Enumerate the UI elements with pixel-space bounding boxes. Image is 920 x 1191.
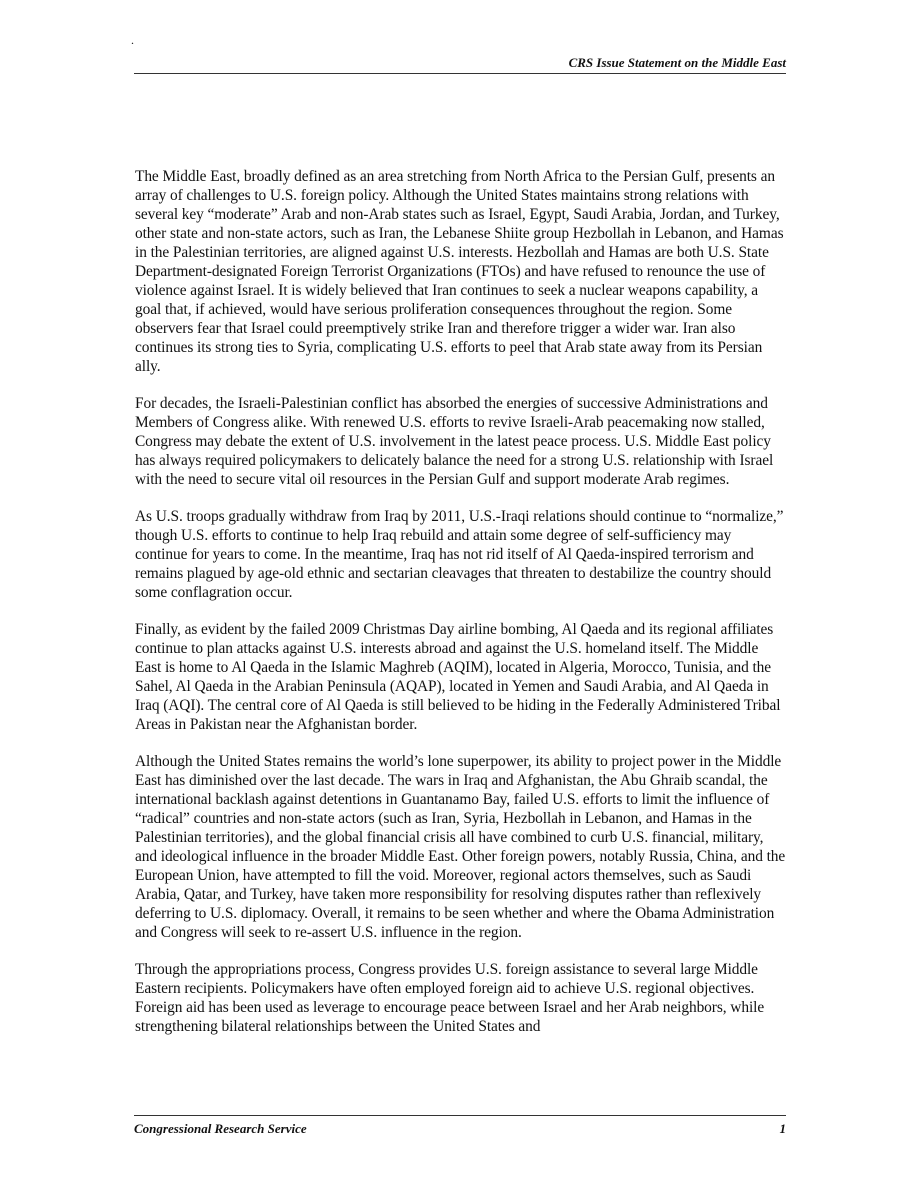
paragraph: Through the appropriations process, Congress provides U.S. foreign assistance to several large Middle Eastern recipients. Policymakers have often employed foreign aid to achieve U.S. regional objectives. Foreign aid has been used as leverage to encourage peace between Israel and her Arab neighbors, while strengthening bilateral relationships between the United States and [135, 961, 765, 1035]
paragraph: The Middle East, broadly defined as an area stretching from North Africa to the Persian Gulf, presents an array of challenges to U.S. foreign policy. Although the United States maintains strong relations with several key “moderate” Arab and non-Arab states such as Israel, Egypt, Saudi Arabia, Jordan, and Turkey, other state and non-state actors, such as Iran, the Lebanese Shiite group Hezbollah in Lebanon, and Hamas in the Palestinian territories, are aligned against U.S. interests. Hezbollah and Hamas are both U.S. State Department-designated Foreign Terrorist Organizations (FTOs) and have refused to renounce the use of violence against Israel. It is widely believed that Iran continues to seek a nuclear weapons capability, a goal that, if achieved, would have serious proliferation consequences throughout the region. Some observers fear that Israel could preemptively strike Iran and therefore trigger a wider war. Iran also continues its strong ties to Syria, complicating U.S. efforts to peel that Arab state away from its Persian ally. [135, 168, 784, 375]
paragraph: For decades, the Israeli-Palestinian conflict has absorbed the energies of successive Administrations and Members of Congress alike. With renewed U.S. efforts to revive Israeli-Arab peacemaking now stalled, Congress may debate the extent of U.S. involvement in the latest peace process. U.S. Middle East policy has always required policymakers to delicately balance the need for a strong U.S. relationship with Israel with the need to secure vital oil resources in the Persian Gulf and support moderate Arab regimes. [135, 395, 774, 488]
footer-organization: Congressional Research Service [134, 1121, 307, 1136]
page-footer [134, 1115, 786, 1137]
document-body [135, 167, 787, 1054]
paragraph: Finally, as evident by the failed 2009 Christmas Day airline bombing, Al Qaeda and its regional affiliates continue to plan attacks against U.S. interests abroad and against the U.S. homeland itself. The Middle East is home to Al Qaeda in the Islamic Maghreb (AQIM), located in Algeria, Morocco, Tunisia, and the Sahel, Al Qaeda in the Arabian Peninsula (AQAP), located in Yemen and Saudi Arabia, and Al Qaeda in Iraq (AQI). The central core of Al Qaeda is still believed to be hiding in the Federally Administered Tribal Areas in Pakistan near the Afghanistan border. [135, 621, 781, 733]
paragraph: As U.S. troops gradually withdraw from Iraq by 2011, U.S.-Iraqi relations should continue to “normalize,” though U.S. efforts to continue to help Iraq rebuild and attain some degree of self-sufficiency may continue for years to come. In the meantime, Iraq has not rid itself of Al Qaeda-inspired terrorism and remains plagued by age-old ethnic and sectarian cleavages that threaten to destabilize the country should some conflagration occur. [135, 508, 784, 601]
page-number: 1 [779, 1121, 786, 1136]
running-header: CRS Issue Statement on the Middle East [134, 55, 786, 74]
stray-mark: . [131, 33, 134, 47]
paragraph: Although the United States remains the world’s lone superpower, its ability to project power in the Middle East has diminished over the last decade. The wars in Iraq and Afghanistan, the Abu Ghraib scandal, the international backlash against detentions in Guantanamo Bay, failed U.S. efforts to limit the influence of “radical” countries and non-state actors (such as Iran, Syria, Hezbollah in Lebanon, and Hamas in the Palestinian territories), and the global financial crisis all have combined to curb U.S. financial, military, and ideological influence in the broader Middle East. Other foreign powers, notably Russia, China, and the European Union, have attempted to fill the void. Moreover, regional actors themselves, such as Saudi Arabia, Qatar, and Turkey, have taken more responsibility for resolving disputes rather than reflexively deferring to U.S. diplomacy. Overall, it remains to be seen whether and where the Obama Administration and Congress will seek to re-assert U.S. influence in the region. [135, 753, 786, 941]
